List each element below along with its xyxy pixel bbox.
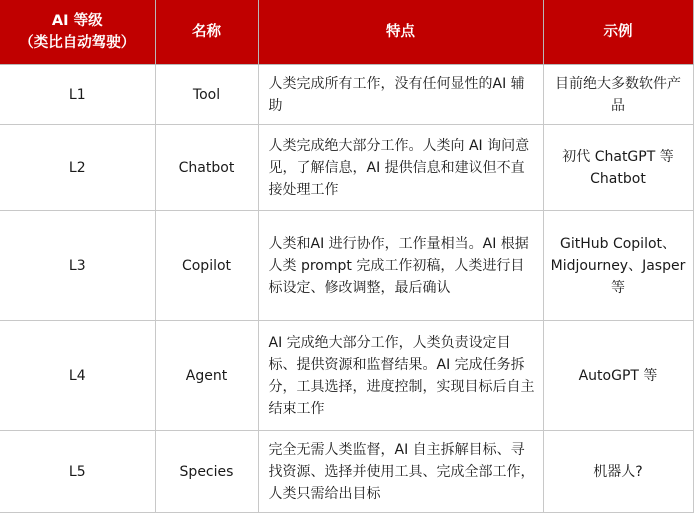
header-examples: 示例 — [543, 0, 693, 65]
cell-level: L4 — [0, 321, 155, 431]
header-ai-level-line1: AI 等级 — [51, 13, 103, 29]
table-row — [0, 65, 693, 125]
cell-features: AI 完成绝大部分工作，人类负责设定目标、提供资源和监督结果。AI 完成任务拆分，工具选择，进度控制，实现目标后自主结束工作 — [258, 321, 543, 431]
cell-features: 人类完成所有工作，没有任何显性的AI 辅助 — [258, 65, 543, 125]
cell-examples: 机器人? — [543, 431, 693, 513]
cell-features: 人类和AI 进行协作，工作量相当。AI 根据人类 prompt 完成工作初稿，人类进行目标设定、修改调整，最后确认 — [258, 211, 543, 321]
table-header-row — [0, 0, 693, 65]
header-ai-level-line2: （类比自动驾驶） — [19, 35, 136, 51]
cell-name: Copilot — [155, 211, 258, 321]
table-row — [0, 321, 693, 431]
cell-name: Tool — [155, 65, 258, 125]
table-row — [0, 125, 693, 211]
cell-features: 人类完成绝大部分工作。人类向 AI 询问意见，了解信息，AI 提供信息和建议但不直接处理工作 — [258, 125, 543, 211]
cell-level: L5 — [0, 431, 155, 513]
table-row — [0, 211, 693, 321]
cell-level: L1 — [0, 65, 155, 125]
cell-examples: 目前绝大多数软件产品 — [543, 65, 693, 125]
cell-examples: AutoGPT 等 — [543, 321, 693, 431]
cell-level: L3 — [0, 211, 155, 321]
header-features: 特点 — [258, 0, 543, 65]
cell-features: 完全无需人类监督，AI 自主拆解目标、寻找资源、选择并使用工具、完成全部工作，人类只需给出目标 — [258, 431, 543, 513]
cell-name: Species — [155, 431, 258, 513]
cell-level: L2 — [0, 125, 155, 211]
header-ai-level — [0, 0, 155, 65]
header-name: 名称 — [155, 0, 258, 65]
cell-name: Chatbot — [155, 125, 258, 211]
cell-examples: 初代 ChatGPT 等 Chatbot — [543, 125, 693, 211]
cell-examples: GitHub Copilot、Midjourney、Jasper 等 — [543, 211, 693, 321]
cell-name: Agent — [155, 321, 258, 431]
table-row — [0, 431, 693, 513]
